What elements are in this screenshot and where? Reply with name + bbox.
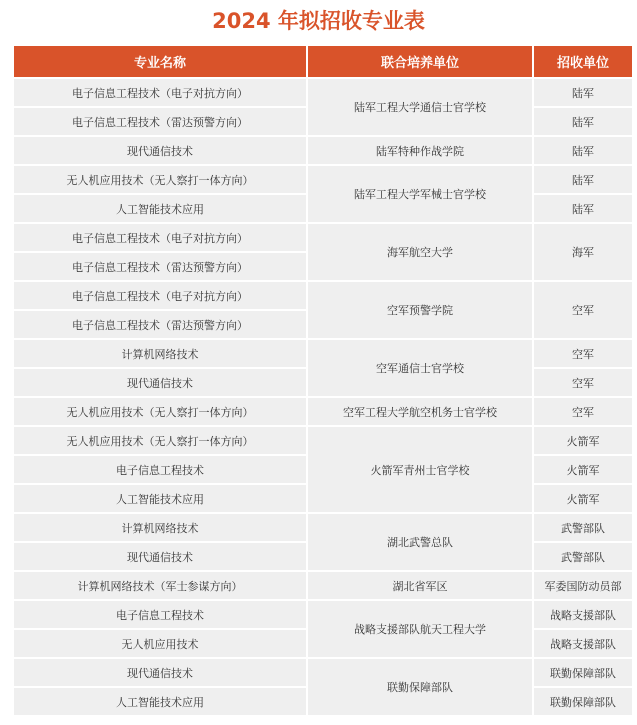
cell-major: 电子信息工程技术（雷达预警方向） [14, 311, 306, 338]
cell-major: 现代通信技术 [14, 659, 306, 686]
cell-major: 现代通信技术 [14, 137, 306, 164]
cell-school: 联勤保障部队 [308, 659, 532, 715]
cell-unit: 陆军 [534, 166, 632, 193]
cell-major: 现代通信技术 [14, 543, 306, 570]
cell-school: 战略支援部队航天工程大学 [308, 601, 532, 657]
table-header-row [14, 46, 632, 77]
cell-unit: 武警部队 [534, 514, 632, 541]
cell-unit: 空军 [534, 369, 632, 396]
table-row [14, 427, 632, 454]
header-school: 联合培养单位 [308, 46, 532, 77]
cell-unit: 火箭军 [534, 485, 632, 512]
cell-school: 空军工程大学航空机务士官学校 [308, 398, 532, 425]
table-row [14, 398, 632, 425]
table-row [14, 166, 632, 193]
cell-unit: 空军 [534, 282, 632, 338]
cell-major: 电子信息工程技术 [14, 601, 306, 628]
table-row [14, 601, 632, 628]
page-title: 2024 年拟招收专业表 [212, 9, 425, 33]
cell-major: 现代通信技术 [14, 369, 306, 396]
table-row [14, 224, 632, 251]
cell-major: 计算机网络技术 [14, 340, 306, 367]
cell-unit: 战略支援部队 [534, 601, 632, 628]
cell-major: 人工智能技术应用 [14, 688, 306, 715]
cell-school: 陆军工程大学军械士官学校 [308, 166, 532, 222]
cell-major: 人工智能技术应用 [14, 485, 306, 512]
cell-unit: 军委国防动员部 [534, 572, 632, 599]
cell-major: 无人机应用技术（无人察打一体方向） [14, 166, 306, 193]
table-row [14, 282, 632, 309]
cell-school: 空军通信士官学校 [308, 340, 532, 396]
cell-major: 电子信息工程技术 [14, 456, 306, 483]
cell-school: 火箭军青州士官学校 [308, 427, 532, 512]
cell-unit: 战略支援部队 [534, 630, 632, 657]
cell-unit: 联勤保障部队 [534, 688, 632, 715]
cell-school: 陆军特种作战学院 [308, 137, 532, 164]
table-row [14, 79, 632, 106]
cell-unit: 陆军 [534, 108, 632, 135]
cell-school: 湖北武警总队 [308, 514, 532, 570]
cell-unit: 联勤保障部队 [534, 659, 632, 686]
table-row [14, 659, 632, 686]
cell-major: 电子信息工程技术（雷达预警方向） [14, 253, 306, 280]
table-row [14, 572, 632, 599]
header-major: 专业名称 [14, 46, 306, 77]
cell-major: 电子信息工程技术（电子对抗方向） [14, 224, 306, 251]
cell-unit: 火箭军 [534, 427, 632, 454]
cell-unit: 海军 [534, 224, 632, 280]
cell-major: 电子信息工程技术（电子对抗方向） [14, 79, 306, 106]
cell-unit: 武警部队 [534, 543, 632, 570]
cell-school: 空军预警学院 [308, 282, 532, 338]
cell-unit: 空军 [534, 398, 632, 425]
cell-school: 陆军工程大学通信士官学校 [308, 79, 532, 135]
cell-major: 无人机应用技术（无人察打一体方向） [14, 398, 306, 425]
table-row [14, 514, 632, 541]
cell-unit: 陆军 [534, 137, 632, 164]
cell-major: 无人机应用技术（无人察打一体方向） [14, 427, 306, 454]
cell-major: 计算机网络技术 [14, 514, 306, 541]
cell-unit: 火箭军 [534, 456, 632, 483]
table-row [14, 340, 632, 367]
cell-major: 无人机应用技术 [14, 630, 306, 657]
table-body [14, 79, 632, 715]
cell-major: 电子信息工程技术（雷达预警方向） [14, 108, 306, 135]
cell-major: 电子信息工程技术（电子对抗方向） [14, 282, 306, 309]
cell-unit: 陆军 [534, 79, 632, 106]
majors-table [12, 44, 634, 717]
cell-school: 湖北省军区 [308, 572, 532, 599]
cell-major: 计算机网络技术（军士参谋方向） [14, 572, 306, 599]
cell-unit: 陆军 [534, 195, 632, 222]
cell-unit: 空军 [534, 340, 632, 367]
cell-school: 海军航空大学 [308, 224, 532, 280]
header-unit: 招收单位 [534, 46, 632, 77]
table-row [14, 137, 632, 164]
cell-major: 人工智能技术应用 [14, 195, 306, 222]
